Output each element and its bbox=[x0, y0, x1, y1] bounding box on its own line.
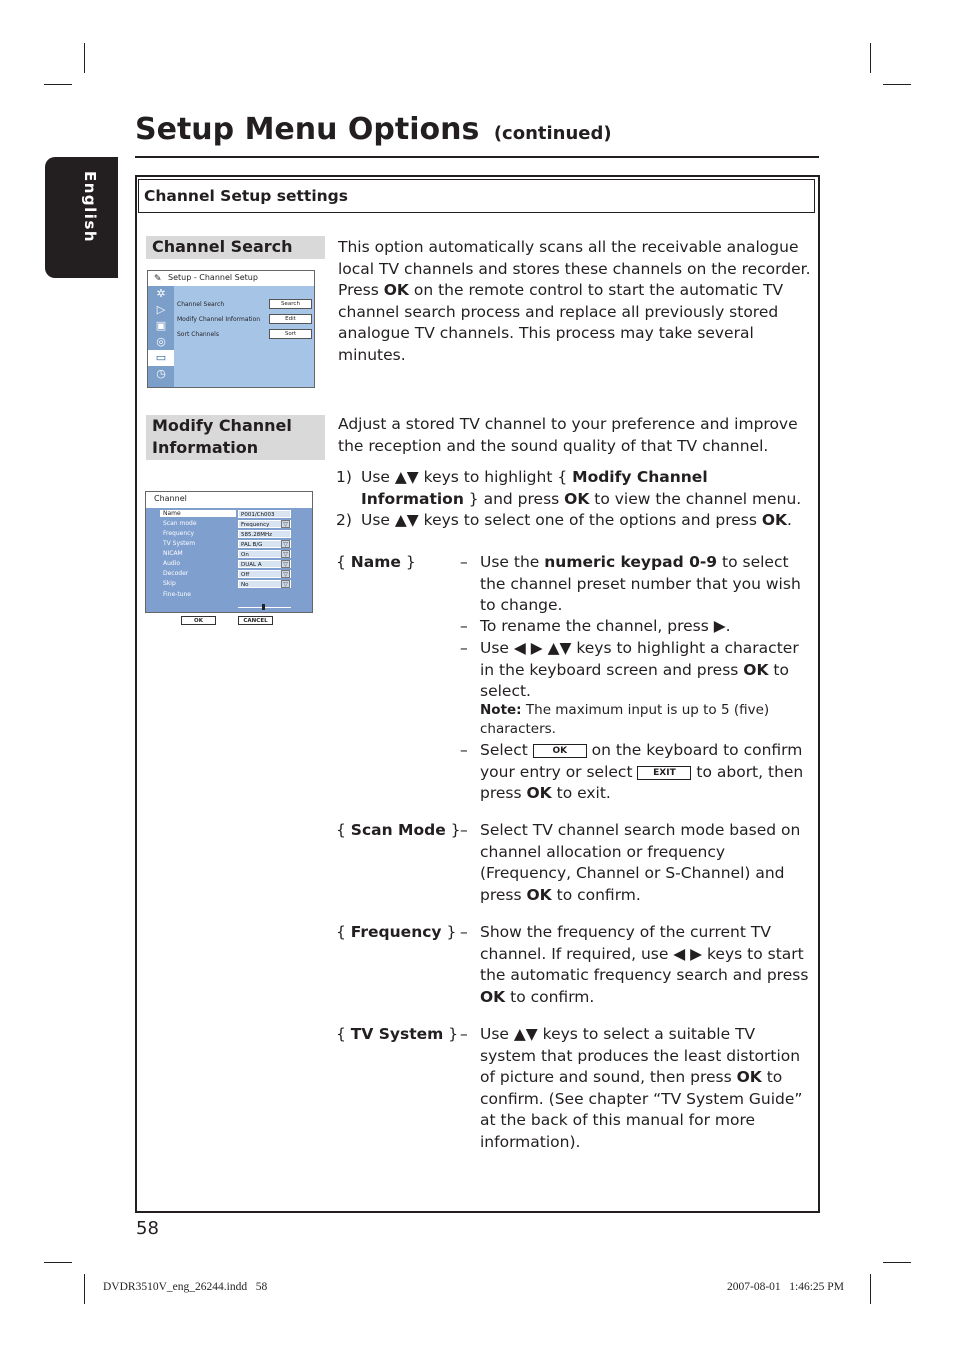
option-text: To rename the channel, press ▶. bbox=[480, 617, 731, 635]
screen-sidebar bbox=[148, 286, 174, 387]
channel-search-paragraph: Press OK on the remote control to start the automatic TV channel search process and replace all previously stored analogue TV channels. This process may take several minutes. bbox=[338, 281, 784, 364]
channel-search-label-text: Channel Search bbox=[152, 237, 293, 256]
screen-row-label: Scan mode bbox=[163, 520, 197, 527]
channel-search-paragraph: This option automatically scans all the receivable analogue local TV channels and stores these channels on the recorder. bbox=[338, 238, 811, 278]
option-text: Use ◀ ▶ ▲▼ keys to highlight a character in the keyboard screen and press OK to select. bbox=[480, 639, 799, 700]
screen-row-label: Skip bbox=[163, 580, 176, 587]
dropdown-arrow-icon: ▽ bbox=[281, 520, 290, 528]
dash: – bbox=[460, 1025, 468, 1043]
channel-setup-screen bbox=[147, 270, 315, 388]
page-title bbox=[135, 112, 612, 147]
screen-header: Channel bbox=[146, 492, 312, 506]
disc-icon: ◎ bbox=[156, 335, 166, 348]
crop-mark bbox=[870, 43, 871, 73]
option-text: Show the frequency of the current TV channel. If required, use ◀ ▶ keys to start the automatic frequency search and press OK to confirm. bbox=[480, 923, 809, 1006]
dash: – bbox=[460, 617, 468, 635]
screen-row-label: Name bbox=[160, 510, 236, 517]
tools-icon: ✎ bbox=[154, 274, 162, 284]
modify-channel-label-line: Modify Channel bbox=[152, 416, 292, 435]
footer-timestamp: 2007-08-01 1:46:25 PM bbox=[727, 1281, 844, 1293]
play-icon: ▷ bbox=[156, 303, 166, 316]
dash: – bbox=[460, 553, 468, 571]
step-2 bbox=[338, 510, 814, 532]
modify-channel-label bbox=[146, 415, 325, 460]
option-label: { Scan Mode } bbox=[336, 821, 461, 839]
dropdown-arrow-icon: ▽ bbox=[281, 550, 290, 558]
screen-row-label: Sort Channels bbox=[177, 331, 219, 338]
crop-mark bbox=[84, 1274, 85, 1304]
dash: – bbox=[460, 821, 468, 839]
dropdown-arrow-icon: ▽ bbox=[281, 570, 290, 578]
channel-search-text bbox=[338, 237, 814, 366]
screen-row-value: No bbox=[238, 580, 291, 588]
step-text: Use ▲▼ keys to highlight { Modify Channel Information } and press OK to view the channel menu. bbox=[361, 468, 802, 508]
dash: – bbox=[460, 639, 468, 657]
exit-key-icon: EXIT bbox=[637, 766, 691, 780]
ok-button: OK bbox=[181, 616, 216, 625]
screen-row-label: TV System bbox=[163, 540, 196, 547]
modify-channel-label-line: Information bbox=[152, 438, 259, 457]
option-label: { Frequency } bbox=[336, 923, 457, 941]
channel-menu-screen bbox=[145, 491, 313, 624]
screen-row-value: Off bbox=[238, 570, 291, 578]
crop-mark bbox=[44, 84, 72, 85]
language-tab bbox=[45, 157, 118, 278]
title-rule bbox=[135, 156, 819, 158]
page-number: 58 bbox=[136, 1218, 159, 1239]
modify-channel-text bbox=[338, 414, 814, 457]
screen-row-value: On bbox=[238, 550, 291, 558]
screen-row-label: Fine-tune bbox=[163, 591, 191, 598]
channel-search-label bbox=[146, 236, 325, 259]
record-icon: ▣ bbox=[155, 319, 167, 332]
section-header bbox=[138, 179, 815, 213]
modify-channel-intro: Adjust a stored TV channel to your preference and improve the reception and the sound quality of that TV channel. bbox=[338, 415, 798, 455]
title-text: Setup Menu Options bbox=[135, 112, 480, 147]
step-1 bbox=[338, 467, 814, 510]
screen-row-label: Decoder bbox=[163, 570, 189, 577]
option-text: Use the numeric keypad 0-9 to select the channel preset number that you wish to change. bbox=[480, 553, 801, 614]
language-tab-label: English bbox=[81, 171, 99, 244]
dropdown-arrow-icon: ▽ bbox=[281, 540, 290, 548]
sort-button: Sort bbox=[269, 329, 312, 339]
footer-filename: DVDR3510V_eng_26244.indd 58 bbox=[103, 1281, 268, 1293]
option-text: Use ▲▼ keys to select a suitable TV system that produces the least distortion of picture and sound, then press OK to confirm. (See chapter “TV System Guide” at the back of this manual for more information). bbox=[480, 1025, 803, 1151]
gear-icon: ✲ bbox=[156, 287, 166, 300]
option-text: Select OK on the keyboard to confirm your entry or select EXIT to abort, then press OK to exit. bbox=[480, 741, 804, 802]
note: Note: The maximum input is up to 5 (five) characters. bbox=[480, 702, 770, 737]
fine-tune-knob bbox=[262, 604, 265, 610]
screen-row-label: Modify Channel Information bbox=[177, 316, 261, 323]
dropdown-arrow-icon: ▽ bbox=[281, 580, 290, 588]
screen-row-label: Frequency bbox=[163, 530, 194, 537]
screen-row-label: Audio bbox=[163, 560, 181, 567]
edit-button: Edit bbox=[269, 314, 312, 324]
screen-row-value: 585.28MHz bbox=[238, 530, 291, 538]
dash: – bbox=[460, 923, 468, 941]
option-label: { TV System } bbox=[336, 1025, 459, 1043]
crop-mark bbox=[883, 1262, 911, 1263]
screen-row-value: P001/Ch003 bbox=[238, 510, 291, 518]
screen-row-value: Frequency bbox=[238, 520, 291, 528]
crop-mark bbox=[883, 84, 911, 85]
screen-header-text: Setup - Channel Setup bbox=[168, 273, 258, 282]
crop-mark bbox=[84, 43, 85, 73]
dropdown-arrow-icon: ▽ bbox=[281, 560, 290, 568]
option-text: Select TV channel search mode based on channel allocation or frequency (Frequency, Channel or S-Channel) and press OK to confirm. bbox=[480, 821, 801, 904]
cancel-button: CANCEL bbox=[238, 616, 273, 625]
crop-mark bbox=[870, 1274, 871, 1304]
screen-row-label: Channel Search bbox=[177, 301, 225, 308]
screen-row-label: NICAM bbox=[163, 550, 183, 557]
tv-icon: ▭ bbox=[148, 350, 174, 366]
screen-header bbox=[148, 271, 314, 285]
section-header-text: Channel Setup settings bbox=[144, 187, 348, 205]
step-number: 1) bbox=[336, 468, 352, 486]
clock-icon: ◷ bbox=[156, 367, 166, 380]
screen-row-value: DUAL A bbox=[238, 560, 291, 568]
crop-mark bbox=[44, 1262, 72, 1263]
search-button: Search bbox=[269, 299, 312, 309]
screen-row-value: PAL B/G bbox=[238, 540, 291, 548]
title-suffix: (continued) bbox=[493, 123, 612, 144]
dash: – bbox=[460, 741, 468, 759]
option-label: { Name } bbox=[336, 553, 416, 571]
ok-key-icon: OK bbox=[533, 744, 587, 758]
step-text: Use ▲▼ keys to select one of the options and press OK. bbox=[361, 511, 792, 529]
step-number: 2) bbox=[336, 511, 352, 529]
